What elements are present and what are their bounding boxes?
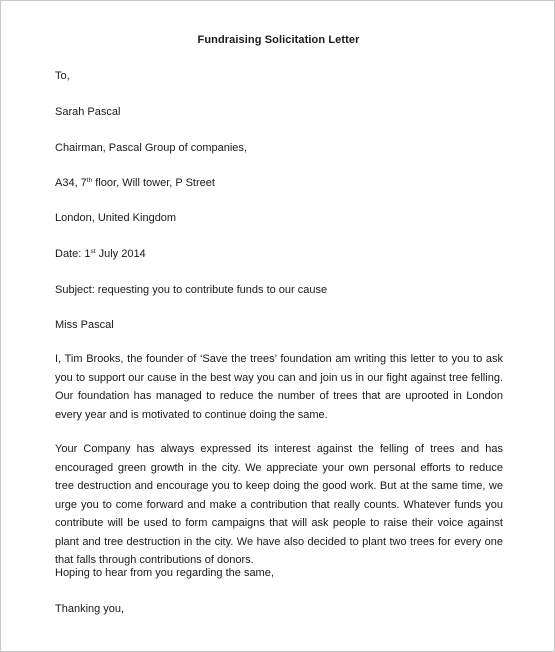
address-line-1-sup: th (86, 177, 93, 184)
body-paragraph-2: Your Company has always expressed its interest against the felling of trees and has encouraged green growth in the city. We appreciate your own personal efforts to reduce tree destruction and encourage you to keep doing the good work. But at the same time, we urge you to come forward and make a contribution that really counts. Whatever funds you contribute will be used to form campaigns that will ask people to raise their voice against plant and tree destruction in the city. We have also decided to plant two trees for every one that falls through contributions of donors. (55, 443, 503, 566)
address-line-1-prefix: A34, 7 (55, 177, 87, 189)
closing-line: Hoping to hear from you regarding the same, (55, 567, 274, 579)
address-line-1 (55, 177, 215, 189)
letter-date (55, 248, 146, 260)
recipient-name: Sarah Pascal (55, 106, 121, 118)
salutation: Miss Pascal (55, 319, 114, 331)
date-suffix: July 2014 (95, 248, 146, 260)
date-prefix: Date: 1 (55, 248, 91, 260)
to-label: To, (55, 70, 70, 82)
body-paragraph-1: I, Tim Brooks, the founder of ‘Save the trees’ foundation am writing this letter to you to ask you to support our cause in the best way you can and join us in our fight against tree felling. Our foundation has managed to reduce the number of trees that are uprooted in London every year and is motivated to continue doing the same. (55, 353, 503, 421)
address-line-2: London, United Kingdom (55, 212, 177, 224)
date-sup: st (90, 248, 96, 255)
address-line-1-suffix: floor, Will tower, P Street (92, 177, 215, 189)
letter-subject: Subject: requesting you to contribute funds to our cause (55, 284, 328, 296)
signoff: Thanking you, (55, 603, 125, 615)
letter-title: Fundraising Solicitation Letter (197, 34, 360, 46)
recipient-title: Chairman, Pascal Group of companies, (55, 142, 247, 154)
